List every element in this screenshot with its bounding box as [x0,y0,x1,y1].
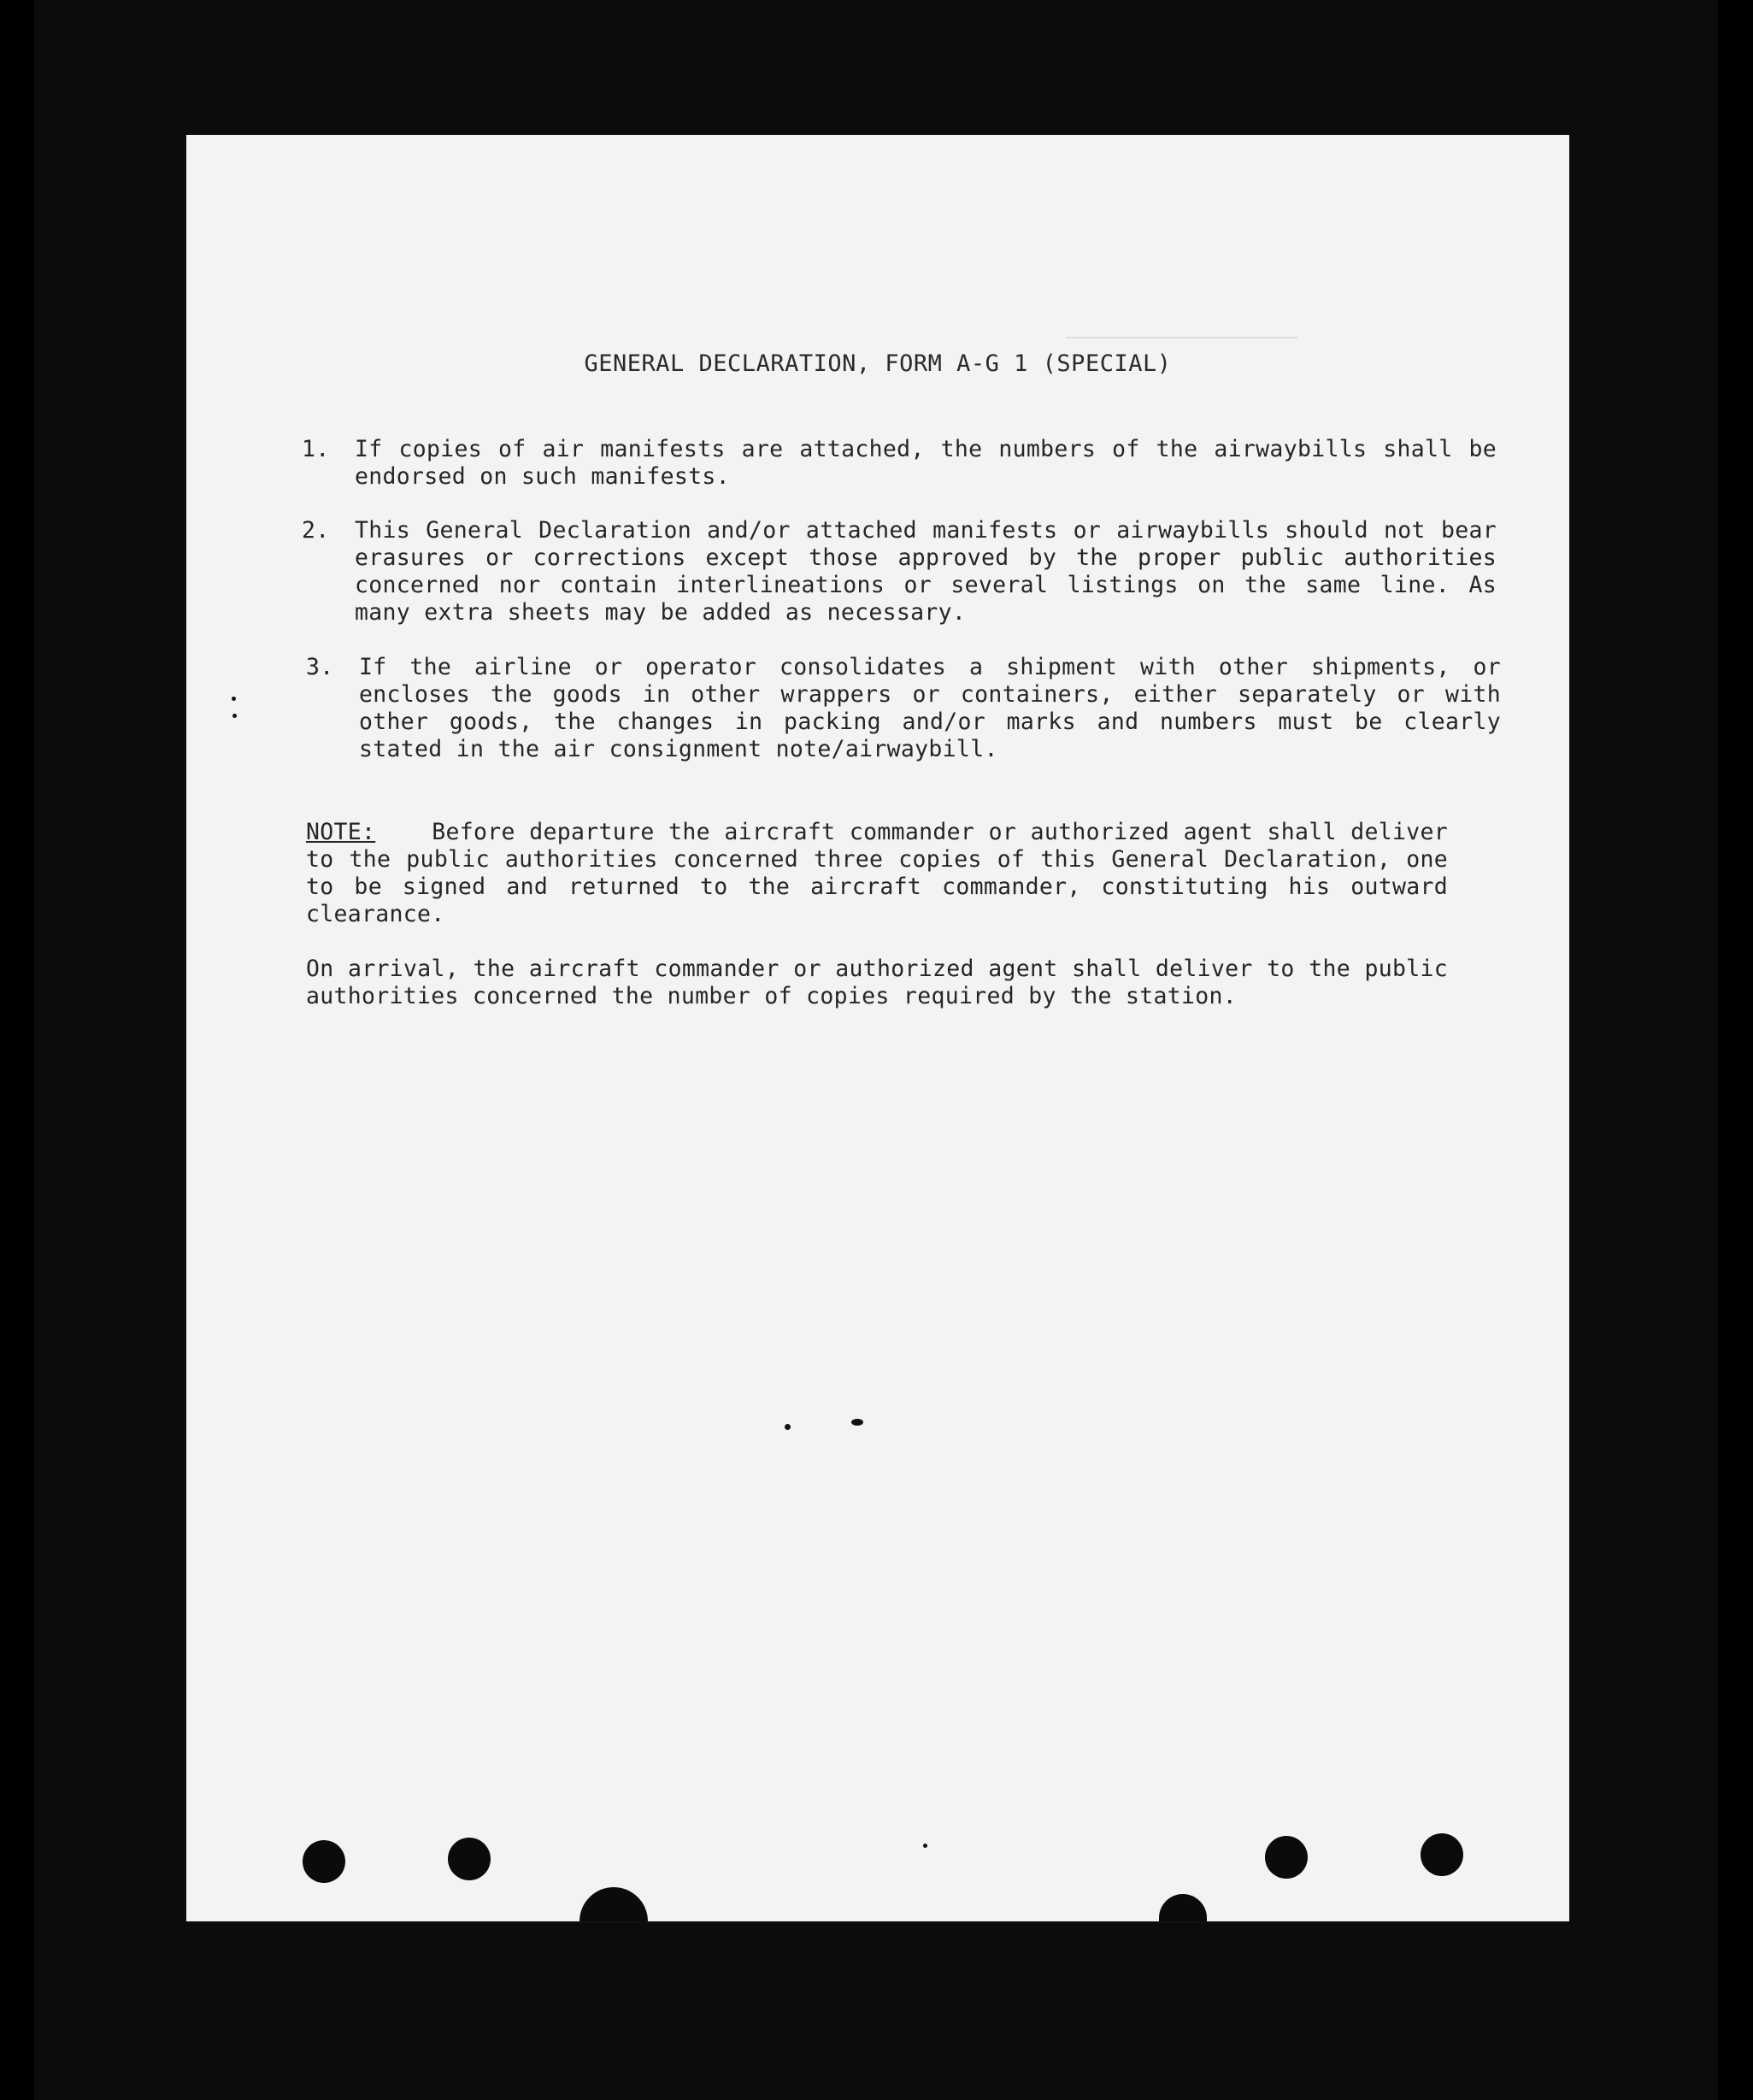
list-item-3 [306,654,1511,769]
list-item-text: This General Declaration and/or attached manifests or airwaybills should not bear erasures or corrections except those approved by the proper public authorities concerned nor contain interlineations or several listings on the same line. As many extra sheets may be added as necessary. [355,517,1497,626]
ink-speck [851,1419,863,1426]
punch-hole [448,1838,491,1880]
film-border-right [1718,0,1753,2100]
punch-hole [303,1840,345,1883]
list-item-1 [302,436,1507,496]
faint-mark [1067,337,1297,338]
arrival-paragraph: On arrival, the aircraft commander or authorized agent shall deliver to the public authorities concerned the number of copies required by the station. [306,956,1448,1009]
note-paragraph [306,819,1448,928]
list-item-number: 1. [302,436,330,462]
ink-speck [232,714,237,718]
ink-speck [232,697,236,701]
note-text: Before departure the aircraft commander or authorized agent shall deliver to the public authorities concerned three copies of this General Declaration, one to be signed and returned to the aircraft commander, constituting his outward clearance. [306,819,1448,927]
note-label: NOTE: [306,819,376,845]
list-item-number: 2. [302,517,330,544]
list-item-text: If the airline or operator consolidates a shipment with other shipments, or encloses the goods in other wrappers or containers, either separately or with other goods, the changes in packing and/or marks and numbers must be clearly stated in the air consignment note/airwaybill. [359,654,1501,762]
page-title: GENERAL DECLARATION, FORM A-G 1 (SPECIAL) [584,350,1172,377]
torn-edge-blot [579,1887,648,1921]
list-item-2 [302,517,1507,632]
ink-speck [785,1424,791,1430]
torn-edge-blot [1159,1894,1207,1921]
list-item-text: If copies of air manifests are attached, the numbers of the airwaybills shall be endorsed on such manifests. [355,436,1497,490]
document-page [186,135,1569,1921]
punch-hole [1421,1833,1463,1876]
list-item-number: 3. [306,654,334,680]
ink-speck [923,1844,927,1848]
film-border-left [0,0,34,2100]
punch-hole [1265,1836,1308,1879]
